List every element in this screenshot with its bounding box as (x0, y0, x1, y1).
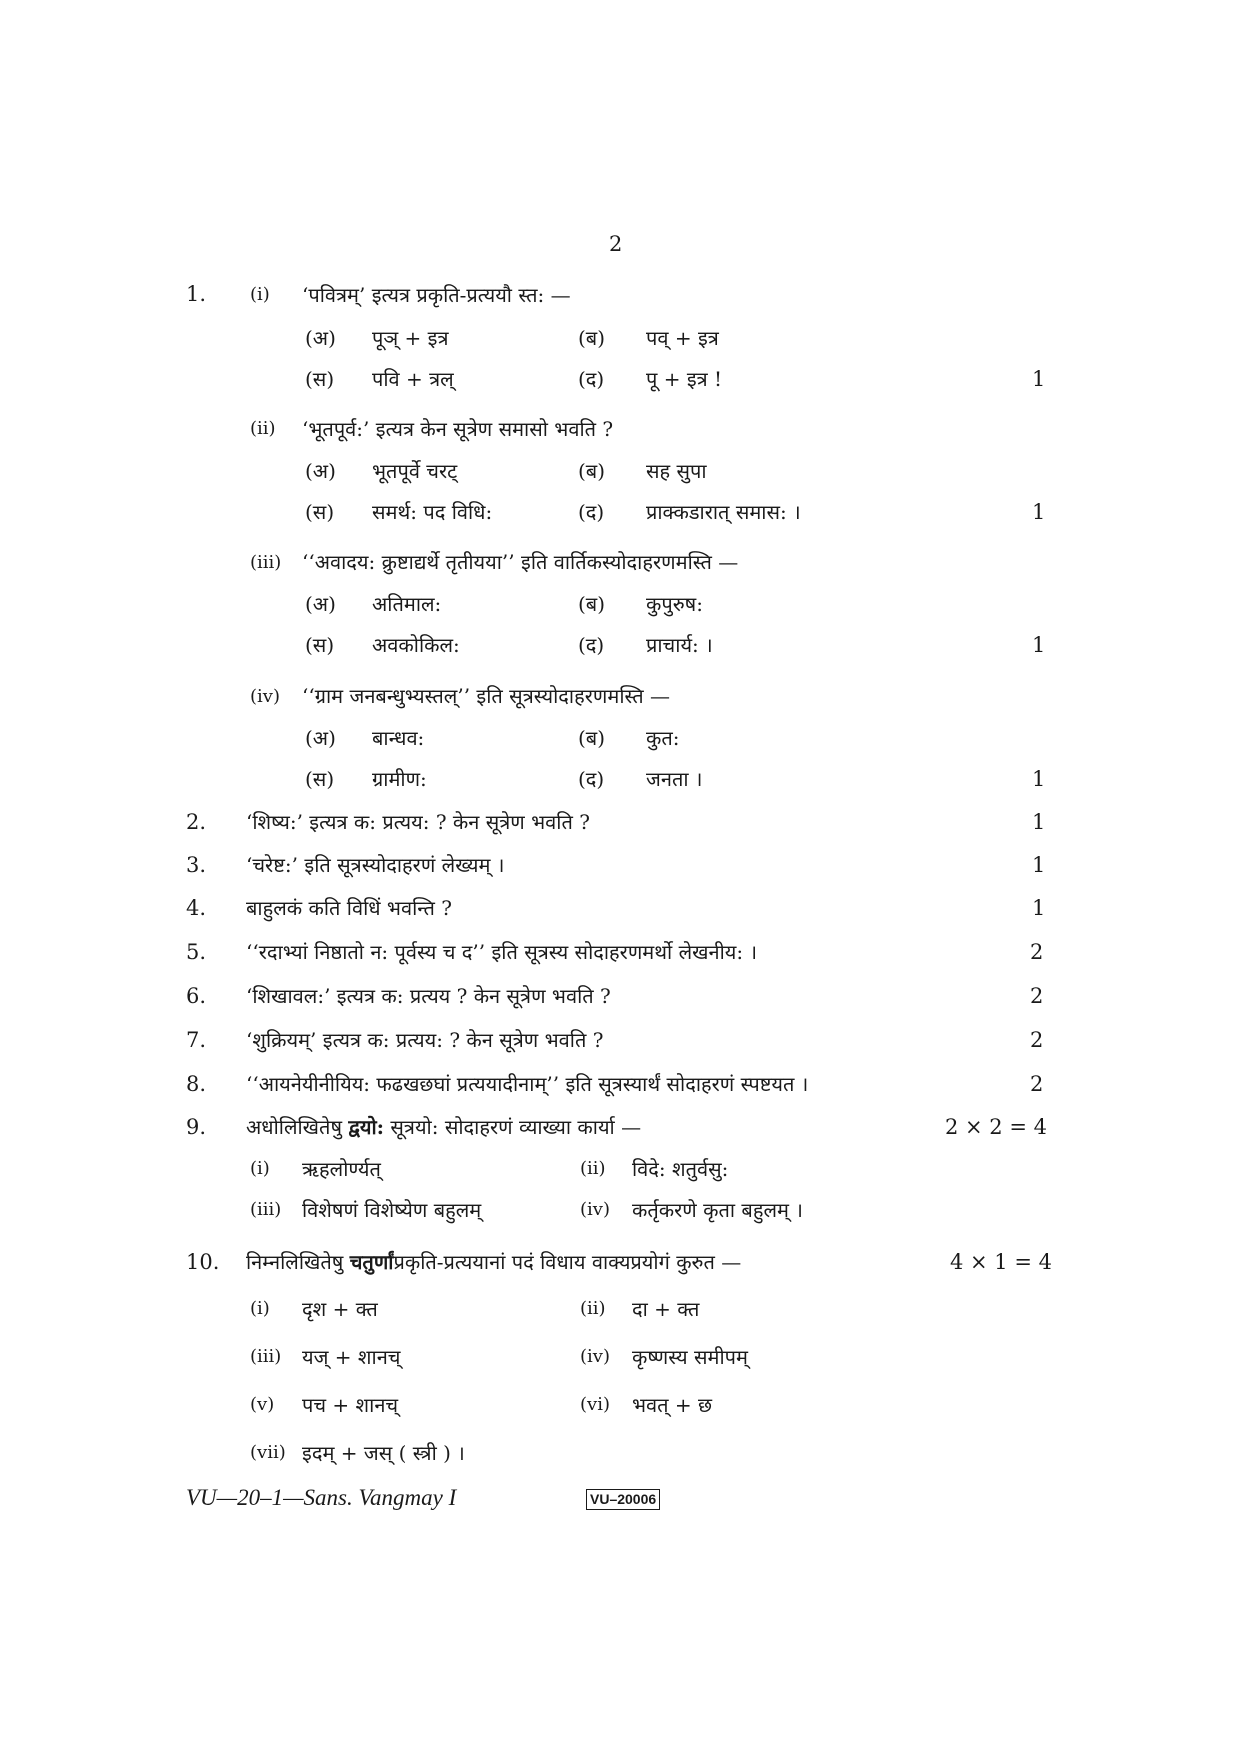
question-text (246, 1113, 641, 1140)
item-text: पच + शानच् (302, 1393, 399, 1417)
item-label: (ii) (580, 1158, 606, 1179)
option-text: प्राचार्य: । (646, 633, 713, 657)
marks: 2 (1030, 1072, 1044, 1096)
option-label: (अ) (305, 592, 336, 616)
part-label: (iii) (250, 552, 282, 573)
paper-code-box: VU–20006 (586, 1489, 660, 1510)
item-text: विदे: शतुर्वसु: (632, 1157, 729, 1181)
option-label: (स) (305, 767, 335, 791)
part-text: ‘‘अवादय: क्रुष्टाद्यर्थे तृतीयया’’ इति वार्तिकस्योदाहरणमस्ति — (302, 550, 739, 574)
question-text: बाहुलकं कति विधिं भवन्ति ? (246, 896, 452, 920)
question-text: ‘शिखावल:’ इत्यत्र क: प्रत्यय ? केन सूत्रेण भवति ? (246, 984, 611, 1008)
item-text: दा + क्त (632, 1297, 700, 1321)
option-text: समर्थ: पद विधि: (372, 500, 493, 524)
option-label: (अ) (305, 459, 336, 483)
part-text: ‘पवित्रम्’ इत्यत्र प्रकृति-प्रत्ययौ स्त: — (302, 283, 571, 307)
page-number: 2 (609, 232, 623, 256)
marks: 1 (1032, 853, 1046, 877)
question-number: 10. (186, 1250, 220, 1274)
item-label: (iii) (250, 1199, 282, 1220)
marks: 2 (1030, 984, 1044, 1008)
option-text: अवकोकिल: (372, 633, 460, 657)
option-label: (ब) (578, 459, 606, 483)
item-text: ऋहलोर्ण्यत् (302, 1157, 381, 1181)
marks: 1 (1032, 633, 1046, 657)
option-label: (द) (578, 500, 605, 524)
marks: 2 (1030, 1028, 1044, 1052)
question-text: ‘‘आयनेयीनीयिय: फढखछघां प्रत्ययादीनाम्’’ इति सूत्रस्यार्थं सोदाहरणं स्पष्टयत । (246, 1072, 809, 1096)
question-number: 5. (186, 940, 207, 964)
question-text-tail: सूत्रयो: सोदाहरणं व्याख्या कार्या — (384, 1115, 642, 1139)
paper-reference: VU—20–1—Sans. Vangmay I (186, 1485, 457, 1510)
question-text-lead: अधोलिखितेषु (246, 1115, 349, 1139)
option-text: भूतपूर्वे चरट् (372, 459, 458, 483)
question-text: ‘शिष्य:’ इत्यत्र क: प्रत्यय: ? केन सूत्रेण भवति ? (246, 810, 590, 834)
question-number: 4. (186, 896, 207, 920)
marks: 1 (1032, 767, 1046, 791)
item-label: (iv) (580, 1199, 610, 1220)
item-text: कृष्णस्य समीपम् (632, 1345, 748, 1369)
marks: 2 × 2 = 4 (945, 1115, 1047, 1139)
marks: 4 × 1 = 4 (950, 1250, 1052, 1274)
item-text: यज् + शानच् (302, 1345, 401, 1369)
part-label: (iv) (250, 686, 280, 707)
option-label: (द) (578, 367, 605, 391)
option-text: जनता । (646, 767, 703, 791)
item-label: (iv) (580, 1346, 610, 1367)
question-number: 9. (186, 1115, 207, 1139)
item-text: कर्तृकरणे कृता बहुलम् । (632, 1198, 803, 1222)
option-label: (अ) (305, 326, 336, 350)
question-text: ‘शुक्रियम्’ इत्यत्र क: प्रत्यय: ? केन सूत्रेण भवति ? (246, 1028, 604, 1052)
part-text: ‘भूतपूर्व:’ इत्यत्र केन सूत्रेण समासो भवति ? (302, 417, 614, 441)
option-text: कुत: (646, 726, 680, 750)
marks: 2 (1030, 940, 1044, 964)
item-label: (iii) (250, 1346, 282, 1367)
question-number: 2. (186, 810, 207, 834)
item-text: भवत् + छ (632, 1393, 713, 1417)
option-label: (स) (305, 500, 335, 524)
item-label: (vii) (250, 1442, 286, 1463)
option-text: प्राक्कडारात् समास: । (646, 500, 801, 524)
item-label: (i) (250, 1298, 270, 1319)
part-label: (i) (250, 284, 270, 305)
question-text-tail: प्रकृति-प्रत्ययानां पदं विधाय वाक्यप्रयोगं कुरुत — (393, 1250, 742, 1274)
part-text: ‘‘ग्राम जनबन्धुभ्यस्तल्’’ इति सूत्रस्योदाहरणमस्ति — (302, 684, 671, 708)
item-text: विशेषणं विशेष्येण बहुलम् (302, 1198, 482, 1222)
option-label: (अ) (305, 726, 336, 750)
option-text: कुपुरुष: (646, 592, 703, 616)
question-number: 3. (186, 853, 207, 877)
option-text: पवि + त्रल् (372, 367, 454, 391)
question-text (246, 1248, 741, 1275)
question-text-lead: निम्नलिखितेषु (246, 1250, 350, 1274)
question-number: 1. (186, 282, 207, 306)
marks: 1 (1032, 810, 1046, 834)
item-label: (i) (250, 1158, 270, 1179)
question-number: 7. (186, 1028, 207, 1052)
option-label: (ब) (578, 726, 606, 750)
option-label: (ब) (578, 592, 606, 616)
option-text: अतिमाल: (372, 592, 442, 616)
question-text: ‘‘रदाभ्यां निष्ठातो न: पूर्वस्य च द’’ इति सूत्रस्य सोदाहरणमर्थो लेखनीय: । (246, 940, 758, 964)
item-text: इदम् + जस् ( स्त्री ) । (302, 1441, 465, 1465)
option-label: (द) (578, 767, 605, 791)
option-text: बान्धव: (372, 726, 425, 750)
item-label: (ii) (580, 1298, 606, 1319)
option-text: पूञ् + इत्र (372, 326, 449, 350)
option-label: (ब) (578, 326, 606, 350)
marks: 1 (1032, 896, 1046, 920)
part-label: (ii) (250, 418, 276, 439)
item-label: (vi) (580, 1394, 610, 1415)
question-number: 8. (186, 1072, 207, 1096)
marks: 1 (1032, 500, 1046, 524)
item-label: (v) (250, 1394, 275, 1415)
question-text: ‘चरेष्ट:’ इति सूत्रस्योदाहरणं लेख्यम् । (246, 853, 505, 877)
question-number: 6. (186, 984, 207, 1008)
option-label: (स) (305, 367, 335, 391)
option-label: (स) (305, 633, 335, 657)
question-text-bold: द्वयो: (348, 1115, 385, 1139)
option-text: पव् + इत्र (646, 326, 719, 350)
option-label: (द) (578, 633, 605, 657)
item-text: दृश + क्त (302, 1297, 378, 1321)
marks: 1 (1032, 367, 1046, 391)
option-text: पू + इत्र ! (646, 367, 723, 391)
option-text: सह सुपा (646, 459, 707, 483)
question-text-bold: चतुर्णां (349, 1250, 394, 1274)
option-text: ग्रामीण: (372, 767, 427, 791)
